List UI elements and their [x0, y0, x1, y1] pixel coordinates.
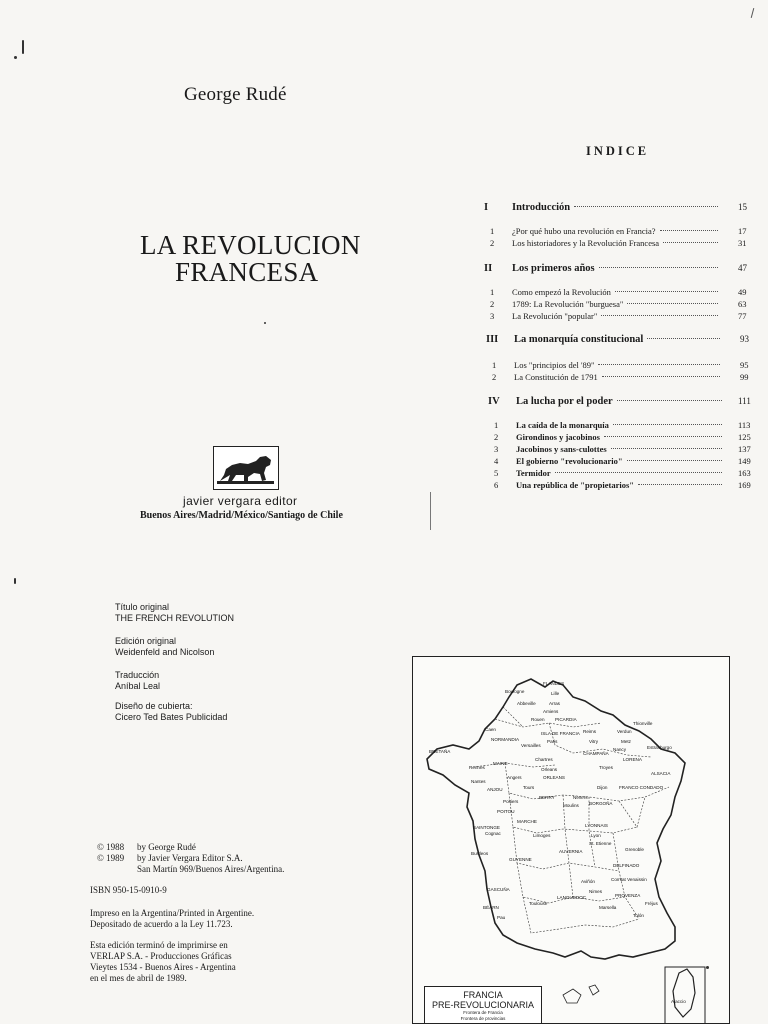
copyright-2-year: © 1989 — [97, 853, 125, 863]
section-title: Jacobinos y sans-culottes — [516, 444, 607, 454]
author-name: George Rudé — [184, 84, 287, 105]
toc-section[interactable] — [494, 420, 751, 430]
section-title: Girondinos y jacobinos — [516, 432, 600, 442]
map-label: Orleans — [541, 767, 558, 772]
section-number: 1 — [492, 360, 497, 370]
leader-dots — [617, 400, 722, 401]
toc-section[interactable] — [490, 238, 747, 248]
map-label: Versailles — [521, 743, 541, 748]
leader-dots — [599, 267, 718, 268]
colophon-line: en el mes de abril de 1989. — [90, 973, 187, 983]
toc-section[interactable] — [490, 287, 747, 297]
index-title: INDICE — [586, 144, 650, 158]
section-page: 125 — [738, 432, 751, 442]
leader-dots — [627, 303, 718, 304]
leader-dots — [602, 376, 720, 377]
map-label: ALSACIA — [651, 771, 671, 776]
toc-section[interactable] — [490, 299, 747, 309]
credit-label: Edición original — [115, 636, 177, 646]
map-label: FRANCO CONDADO — [619, 785, 664, 790]
map-label: Aviñón — [581, 879, 595, 884]
map-label: Amiens — [543, 709, 559, 714]
map-label: Rouen — [531, 717, 545, 722]
map-label: Vitry — [589, 739, 599, 744]
section-page: 113 — [738, 420, 751, 430]
toc-section[interactable] — [494, 468, 751, 478]
copyright-1-year: © 1988 — [97, 842, 125, 852]
section-title: La Constitución de 1791 — [514, 372, 598, 382]
map-label: CHAMPAÑA — [583, 751, 609, 756]
credit-value: THE FRENCH REVOLUTION — [115, 613, 235, 623]
map-label: SAINTONGE — [473, 825, 500, 830]
section-title: ¿Por qué hubo una revolución en Francia? — [512, 226, 656, 236]
credit-translation — [115, 670, 160, 692]
scan-mark — [751, 8, 755, 18]
section-title: La Revolución "popular" — [512, 311, 598, 321]
map-label: LANGUEDOC — [557, 895, 587, 900]
map-label: Moulins — [563, 803, 579, 808]
section-page: 149 — [738, 456, 751, 466]
toc-section[interactable] — [490, 311, 747, 321]
section-title: 1789: La Revolución "burguesa" — [512, 299, 624, 309]
map-label: Thionville — [633, 721, 653, 726]
section-page: 137 — [738, 444, 751, 454]
map-label: ANJOU — [487, 787, 503, 792]
section-number: 2 — [490, 238, 495, 248]
credit-value: Aníbal Leal — [115, 681, 161, 691]
toc-section[interactable] — [494, 444, 751, 454]
map-label: Nantes — [471, 779, 486, 784]
toc-chapter[interactable] — [488, 396, 751, 407]
map-label: GUYENNE — [509, 857, 532, 862]
map-label: Toulouse — [529, 901, 548, 906]
lion-icon — [214, 447, 277, 488]
map-label: Nimes — [589, 889, 603, 894]
leader-dots — [555, 472, 722, 473]
map-label: FLANDES — [543, 681, 565, 686]
map-label: Lille — [551, 691, 560, 696]
map-label: Pau — [497, 915, 506, 920]
leader-dots — [663, 242, 718, 243]
section-number: 2 — [490, 299, 495, 309]
section-page: 169 — [738, 480, 751, 490]
map-label: PICARDIA — [555, 717, 577, 722]
copyright-2-holder: by Javier Vergara Editor S.A. — [137, 853, 243, 863]
chapter-page: 111 — [738, 396, 751, 406]
credit-value: Cicero Ted Bates Publicidad — [115, 712, 228, 722]
scan-mark — [430, 492, 431, 530]
map-label: Grenoble — [625, 847, 644, 852]
section-page: 49 — [738, 287, 747, 297]
section-number: 3 — [494, 444, 499, 454]
map-label: Chartres — [535, 757, 553, 762]
map-label: NORMANDIA — [491, 737, 520, 742]
chapter-title: Los primeros años — [512, 263, 595, 274]
map-label: Paris — [547, 739, 558, 744]
printed-in: Impreso en la Argentina/Printed in Argentine. — [90, 908, 255, 918]
map-label: Abbeville — [517, 701, 536, 706]
map-label: Rennes — [469, 765, 485, 770]
map-label: BÉARN — [483, 905, 499, 910]
map-label: Nevers — [573, 795, 588, 800]
legend-subtitle: PRE-REVOLUCIONARIA — [431, 1000, 535, 1010]
toc-section[interactable] — [494, 432, 751, 442]
map-label: DELFINADO — [613, 863, 640, 868]
section-title: Una república de "propietarios" — [516, 480, 634, 490]
map-legend — [424, 986, 542, 1024]
leader-dots — [613, 424, 722, 425]
chapter-number: I — [484, 202, 489, 213]
isbn: ISBN 950-15-0910-9 — [90, 885, 167, 895]
section-number: 1 — [490, 226, 495, 236]
legal-deposit: Depositado de acuerdo a la Ley 11.723. — [90, 919, 233, 929]
legend-border-province: Frontera de provincias — [460, 1016, 506, 1021]
chapter-page: 15 — [738, 202, 747, 212]
copyright-2-address: San Martín 969/Buenos Aires/Argentina. — [137, 864, 285, 874]
map-label: ISLA DE FRANCIA — [541, 731, 580, 736]
map-label: Metz — [621, 739, 631, 744]
copyright-1-holder: by George Rudé — [137, 842, 196, 852]
credit-original-edition — [115, 636, 214, 658]
publisher-logo — [213, 446, 279, 490]
section-page: 77 — [738, 311, 747, 321]
section-title: Termidor — [516, 468, 551, 478]
leader-dots — [604, 436, 722, 437]
credit-label: Traducción — [115, 670, 160, 680]
leader-dots — [638, 484, 722, 485]
legend-title: FRANCIA — [463, 990, 503, 1000]
section-page: 99 — [740, 372, 749, 382]
map-label: ORLEANS — [543, 775, 565, 780]
colophon-line: Esta edición terminó de imprimirse en — [90, 940, 228, 950]
section-title: Los "principios del '89" — [514, 360, 595, 370]
toc-section[interactable] — [490, 226, 747, 236]
toc-section[interactable] — [494, 456, 751, 466]
section-number: 1 — [494, 420, 499, 430]
section-number: 1 — [490, 287, 495, 297]
chapter-title: Introducción — [512, 202, 571, 213]
chapter-page: 93 — [740, 334, 749, 344]
map-label: BERRY — [539, 795, 555, 800]
map-labels — [429, 681, 686, 1004]
section-page: 31 — [738, 238, 747, 248]
leader-dots — [647, 338, 720, 339]
map-label: BORGOÑA — [589, 801, 613, 806]
map-label: Poitiers — [503, 799, 519, 804]
leader-dots — [574, 206, 718, 207]
chapter-page: 47 — [738, 263, 747, 273]
section-number: 4 — [494, 456, 499, 466]
map-label: Angers — [507, 775, 522, 780]
colophon-line: Vieytes 1534 - Buenos Aires - Argentina — [90, 962, 236, 972]
section-title: Los historiadores y la Revolución Francesa — [512, 238, 660, 248]
section-number: 6 — [494, 480, 499, 490]
credit-original-title — [115, 602, 234, 624]
map-label: Reims — [583, 729, 597, 734]
section-number: 3 — [490, 311, 495, 321]
leader-dots — [598, 364, 720, 365]
toc-section[interactable] — [494, 480, 751, 490]
map-label: Estrasburgo — [647, 745, 672, 750]
scan-mark — [14, 56, 17, 59]
map-label: Tolón — [633, 913, 644, 918]
map-outline — [413, 657, 730, 1024]
scan-mark — [22, 40, 24, 54]
leader-dots — [611, 448, 722, 449]
map-label: Verdun — [617, 729, 632, 734]
map-label: Caen — [485, 727, 496, 732]
book-title-line-2: FRANCESA — [175, 257, 319, 287]
credit-label: Título original — [115, 602, 170, 612]
map-label: LYONNAIS — [585, 823, 608, 828]
legend-border-country: Frontera de Francia — [463, 1010, 503, 1015]
leader-dots — [601, 315, 718, 316]
map-label: St. Etienne — [589, 841, 612, 846]
section-page: 63 — [738, 299, 747, 309]
map-label: MAINE — [493, 761, 508, 766]
scan-mark — [264, 322, 266, 324]
section-title: Como empezó la Revolución — [512, 287, 611, 297]
map-label: Tours — [523, 785, 535, 790]
map-label: Arras — [549, 701, 560, 706]
section-title: El gobierno "revolucionario" — [516, 456, 623, 466]
map-label: Cognac — [485, 831, 501, 836]
leader-dots — [615, 291, 718, 292]
map-label: MARCHE — [517, 819, 537, 824]
section-title: La caída de la monarquía — [516, 420, 609, 430]
map-label: Limoges — [533, 833, 551, 838]
map-label: Burdeos — [471, 851, 489, 856]
publisher-cities: Buenos Aires/Madrid/México/Santiago de Chile — [140, 510, 343, 521]
chapter-number: III — [486, 334, 499, 345]
credit-value: Weidenfeld and Nicolson — [115, 647, 215, 657]
chapter-number: II — [484, 263, 493, 274]
section-page: 17 — [738, 226, 747, 236]
section-number: 5 — [494, 468, 499, 478]
map-label: AUVERNIA — [559, 849, 583, 854]
leader-dots — [627, 460, 722, 461]
map-label: POITOU — [497, 809, 515, 814]
map-label: Dijon — [597, 785, 608, 790]
chapter-title: La lucha por el poder — [516, 396, 613, 407]
credit-cover-design — [115, 701, 227, 723]
map-label: Boulogne — [505, 689, 525, 694]
map-label: Fréjus — [645, 901, 658, 906]
section-page: 95 — [740, 360, 749, 370]
toc-section[interactable] — [492, 372, 749, 382]
map-label: Troyes — [599, 765, 613, 770]
leader-dots — [660, 230, 718, 231]
map-label: BRETAÑA — [429, 749, 451, 754]
toc-section[interactable] — [492, 360, 749, 370]
map-label: Ajaccio — [671, 999, 686, 1004]
chapter-title: La monarquía constitucional — [514, 334, 644, 345]
scan-mark — [14, 578, 16, 584]
toc-chapter[interactable] — [484, 202, 747, 213]
map-label: LORENA — [623, 757, 642, 762]
map-france — [412, 656, 730, 1024]
map-label: Marsella — [599, 905, 617, 910]
map-label: PROVENZA — [615, 893, 641, 898]
section-page: 163 — [738, 468, 751, 478]
scan-mark — [706, 966, 709, 969]
toc-chapter[interactable] — [486, 334, 749, 345]
toc-chapter[interactable] — [484, 263, 747, 274]
book-title-line-1: LA REVOLUCION — [140, 230, 361, 260]
chapter-number: IV — [488, 396, 500, 407]
section-number: 2 — [494, 432, 499, 442]
map-label: GASCUÑA — [487, 887, 510, 892]
section-number: 2 — [492, 372, 497, 382]
publisher-name: javier vergara editor — [183, 494, 298, 508]
colophon-line: VERLAP S.A. - Producciones Gráficas — [90, 951, 232, 961]
map-label: Lyon — [591, 833, 601, 838]
map-label: Nancy — [613, 747, 627, 752]
credit-label: Diseño de cubierta: — [115, 701, 193, 711]
map-label: Comtat Venaissin — [611, 877, 647, 882]
